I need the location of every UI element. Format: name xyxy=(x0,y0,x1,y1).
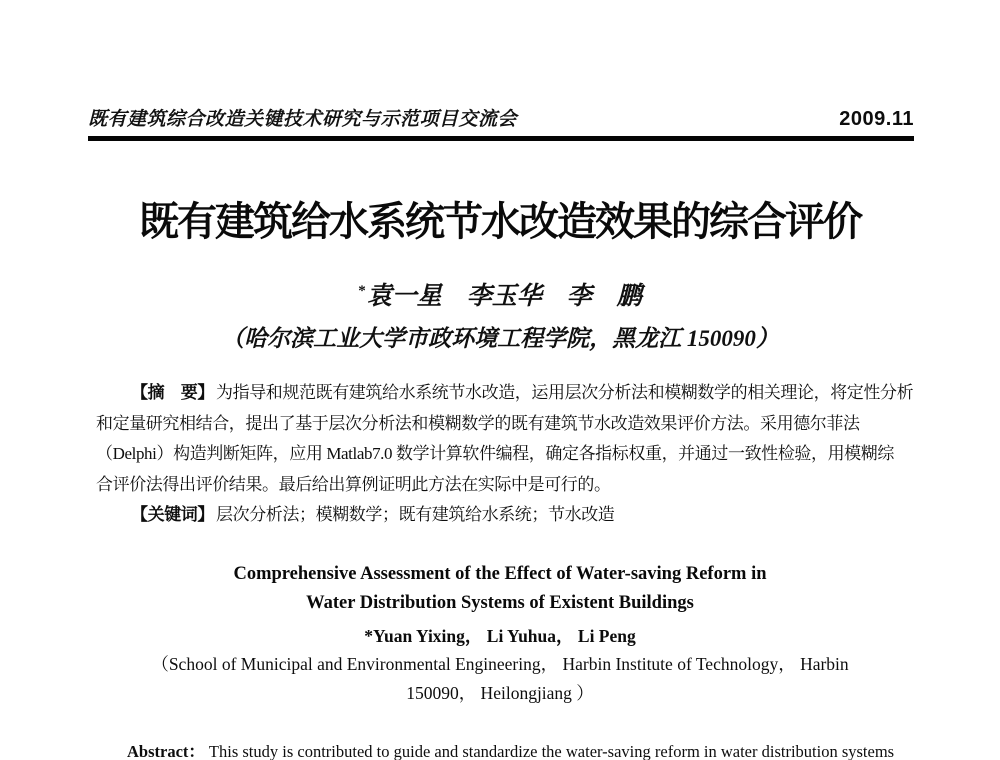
abstract-cn-line-4: 合评价法得出评价结果。最后给出算例证明此方法在实际中是可行的。 xyxy=(96,474,611,494)
page-header xyxy=(88,104,914,131)
abstract-en xyxy=(96,742,945,760)
affiliation-en xyxy=(0,650,1000,708)
paper-title-en xyxy=(0,560,1000,618)
authors-en: *Yuan Yixing， Li Yuhua， Li Peng xyxy=(364,626,636,646)
paper-title-cn: 既有建筑给水系统节水改造效果的综合评价 xyxy=(139,200,861,244)
keywords-cn-label: 【关键词】 xyxy=(131,505,214,525)
header-date: 2009.11 xyxy=(839,108,914,130)
affiliation-en-line-2: 150090， Heilongjiang ） xyxy=(406,683,594,703)
abstract-cn-line-1-text: 为指导和规范既有建筑给水系统节水改造，运用层次分析法和模糊数学的相关理论，将定性分析 xyxy=(216,383,914,402)
conference-name: 既有建筑综合改造关键技术研究与示范项目交流会 xyxy=(88,109,518,130)
abstract-en-label: Abstract： xyxy=(127,742,205,760)
abstract-cn-label: 【摘 要】 xyxy=(131,383,214,402)
abstract-cn-line-3: （Delphi）构造判断矩阵，应用 Matlab7.0 数学计算软件编程，确定各指标权重，并通过一致性检验，用模糊综 xyxy=(96,444,894,464)
keywords-cn-text: 层次分析法；模糊数学；既有建筑给水系统；节水改造 xyxy=(216,505,615,525)
affiliation-cn: （哈尔滨工业大学市政环境工程学院，黑龙江 150090） xyxy=(221,326,779,351)
affiliation-en-line-1: （School of Municipal and Environmental Engineering， Harbin Institute of Technology， Harbin xyxy=(151,654,849,674)
abstract-en-text: This study is contributed to guide and standardize the water-saving reform in water distribution systems xyxy=(208,742,895,760)
authors-cn-names: 袁一星 李玉华 李 鹏 xyxy=(366,283,642,310)
abstract-cn-line-2: 和定量研究相结合，提出了基于层次分析法和模糊数学的既有建筑节水改造效果评价方法。采用德尔菲法 xyxy=(96,413,860,433)
abstract-cn xyxy=(96,378,914,531)
paper-title-en-line-2: Water Distribution Systems of Existent Buildings xyxy=(306,593,694,613)
abstract-cn-line-1 xyxy=(96,378,914,409)
author-note-marker: * xyxy=(358,282,366,299)
paper-title-en-line-1: Comprehensive Assessment of the Effect of Water-saving Reform in xyxy=(233,564,767,584)
authors-cn xyxy=(0,276,1000,312)
header-rule xyxy=(88,136,914,141)
keywords-cn xyxy=(96,500,914,531)
